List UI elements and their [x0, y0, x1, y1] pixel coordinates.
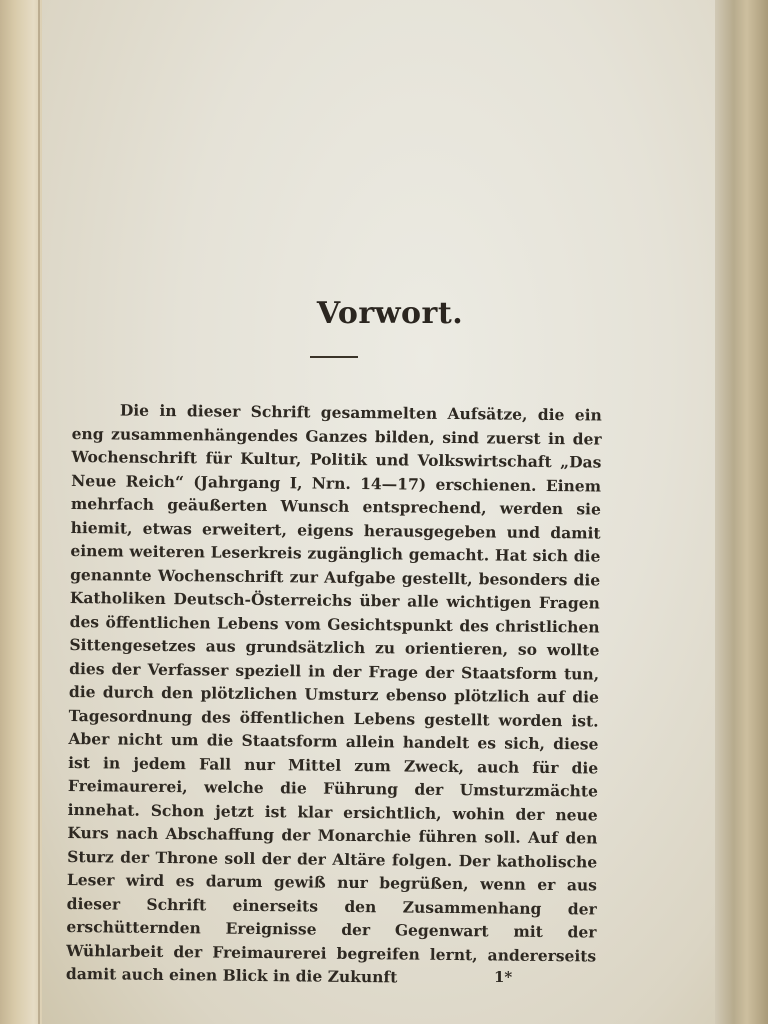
- right-page-edge: [715, 0, 768, 1024]
- book-page: [42, 0, 738, 1024]
- left-page-edge: [0, 0, 48, 1024]
- page-title: Vorwort.: [316, 296, 464, 331]
- page-number: 1*: [494, 968, 513, 986]
- title-divider: [310, 356, 358, 358]
- foreword-paragraph: Die in dieser Schrift gesammelten Aufsätze, die ein eng zusammenhängendes Ganzes bilden, sind zuerst in der Wochenschrift für Kultur, Politik und Volkswirtschaft „Das Neue Reich“ (Jahrgang I, Nrn. 14—17) erschienen. Einem mehrfach geäußerten Wunsch entsprechend, werden sie hiemit, etwas erweitert, eigens herausgegeben und damit einem weiteren Leserkreis zugänglich gemacht. Hat sich die genannte Wochenschrift zur Aufgabe gestellt, besonders die Katholiken Deutsch-Österreichs über alle wichtigen Fragen des öffentlichen Lebens vom Gesichtspunkt des christlichen Sittengesetzes aus grundsätzlich zu orientieren, so wollte dies der Verfasser speziell in der Frage der Staatsform tun, die durch den plötzlichen Umsturz ebenso plötzlich auf die Tagesordnung des öffentlichen Lebens gestellt worden ist. Aber nicht um die Staatsform allein handelt es sich, diese ist in jedem Fall nur Mittel zum Zweck, auch für die Freimaurerei, welche die Führung der Umsturzmächte innehat. Schon jetzt ist klar ersichtlich, wohin der neue Kurs nach Abschaffung der Monarchie führen soll. Auf den Sturz der Throne soll der der Altäre folgen. Der katholische Leser wird es darum gewiß nur begrüßen, wenn er aus dieser Schrift einerseits den Zusammenhang der erschütternden Ereignisse der Gegenwart mit der Wühlarbeit der Freimaurerei begreifen lernt, andererseits damit auch einen Blick in die Zukunft: [65, 400, 602, 987]
